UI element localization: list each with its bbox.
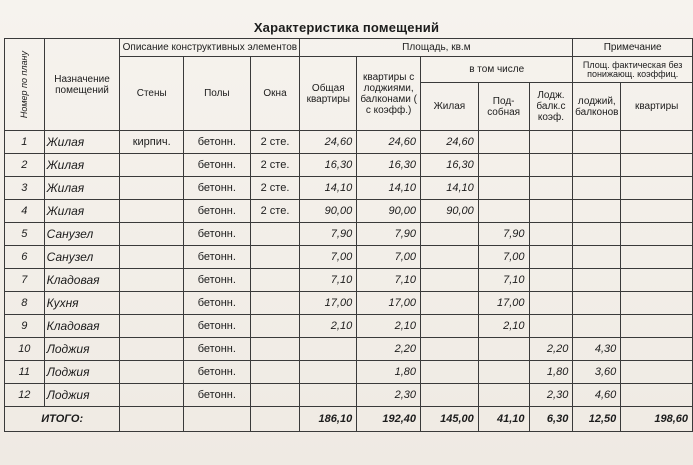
fact-loggia-cell [573, 315, 621, 338]
totals-fact-loggia: 12,50 [573, 407, 621, 432]
living-cell: 24,60 [421, 131, 479, 154]
table-row [5, 338, 693, 361]
walls-cell [120, 154, 184, 177]
fact-loggia-cell: 4,30 [573, 338, 621, 361]
walls-cell [120, 223, 184, 246]
table-row [5, 131, 693, 154]
aux-cell [478, 131, 529, 154]
windows-cell: 2 сте. [250, 154, 300, 177]
total-area-cell: 7,90 [300, 223, 357, 246]
living-cell: 16,30 [421, 154, 479, 177]
living-cell [421, 315, 479, 338]
with-loggias-cell: 24,60 [357, 131, 421, 154]
walls-cell [120, 177, 184, 200]
room-name: Лоджия [44, 361, 120, 384]
total-area-cell [300, 338, 357, 361]
fact-apt-cell [621, 177, 693, 200]
room-name: Жилая [44, 200, 120, 223]
with-loggias-cell: 1,80 [357, 361, 421, 384]
aux-cell: 7,10 [478, 269, 529, 292]
with-loggias-cell: 2,20 [357, 338, 421, 361]
walls-cell [120, 246, 184, 269]
total-area-cell: 17,00 [300, 292, 357, 315]
fact-apt-cell [621, 131, 693, 154]
room-number: 4 [5, 200, 45, 223]
fact-apt-cell [621, 269, 693, 292]
header-no-label: Номер по плану [18, 50, 29, 119]
windows-cell [250, 246, 300, 269]
aux-cell [478, 177, 529, 200]
walls-cell [120, 338, 184, 361]
totals-fact-apt: 198,60 [621, 407, 693, 432]
floors-cell: бетонн. [184, 384, 251, 407]
with-loggias-cell: 7,90 [357, 223, 421, 246]
totals-row [5, 407, 693, 432]
fact-loggia-cell [573, 246, 621, 269]
header-no [5, 39, 45, 131]
total-area-cell [300, 384, 357, 407]
room-name: Лоджия [44, 384, 120, 407]
fact-apt-cell [621, 361, 693, 384]
loggia-cell: 2,20 [529, 338, 573, 361]
fact-loggia-cell [573, 223, 621, 246]
room-number: 1 [5, 131, 45, 154]
aux-cell: 7,00 [478, 246, 529, 269]
fact-apt-cell [621, 223, 693, 246]
loggia-cell [529, 200, 573, 223]
walls-cell [120, 269, 184, 292]
aux-cell: 2,10 [478, 315, 529, 338]
floors-cell: бетонн. [184, 292, 251, 315]
header-loggia-coef: Лодж. балк.с коэф. [529, 83, 573, 131]
total-area-cell: 7,00 [300, 246, 357, 269]
walls-cell [120, 315, 184, 338]
floors-cell: бетонн. [184, 131, 251, 154]
room-name: Кладовая [44, 269, 120, 292]
windows-cell [250, 223, 300, 246]
fact-loggia-cell [573, 131, 621, 154]
loggia-cell [529, 246, 573, 269]
room-name: Санузел [44, 223, 120, 246]
loggia-cell: 2,30 [529, 384, 573, 407]
loggia-cell [529, 154, 573, 177]
walls-cell [120, 384, 184, 407]
living-cell [421, 246, 479, 269]
windows-cell [250, 315, 300, 338]
room-name: Санузел [44, 246, 120, 269]
room-name: Жилая [44, 131, 120, 154]
fact-loggia-cell [573, 177, 621, 200]
with-loggias-cell: 14,10 [357, 177, 421, 200]
floors-cell: бетонн. [184, 246, 251, 269]
fact-apt-cell [621, 292, 693, 315]
fact-loggia-cell [573, 269, 621, 292]
totals-cell [184, 407, 251, 432]
aux-cell [478, 338, 529, 361]
fact-apt-cell [621, 384, 693, 407]
windows-cell: 2 сте. [250, 200, 300, 223]
fact-apt-cell [621, 338, 693, 361]
windows-cell: 2 сте. [250, 131, 300, 154]
total-area-cell: 2,10 [300, 315, 357, 338]
with-loggias-cell: 2,30 [357, 384, 421, 407]
walls-cell [120, 361, 184, 384]
living-cell [421, 292, 479, 315]
rooms-table [4, 38, 693, 432]
room-number: 9 [5, 315, 45, 338]
floors-cell: бетонн. [184, 154, 251, 177]
header-with-loggias: квартиры с лоджиями, балконами ( с коэфф.) [357, 57, 421, 131]
fact-apt-cell [621, 246, 693, 269]
with-loggias-cell: 2,10 [357, 315, 421, 338]
fact-loggia-cell: 3,60 [573, 361, 621, 384]
total-area-cell: 24,60 [300, 131, 357, 154]
walls-cell [120, 292, 184, 315]
windows-cell [250, 361, 300, 384]
living-cell [421, 361, 479, 384]
room-number: 12 [5, 384, 45, 407]
aux-cell [478, 361, 529, 384]
header-note-group: Примечание [573, 39, 693, 57]
living-cell: 90,00 [421, 200, 479, 223]
room-name: Жилая [44, 177, 120, 200]
room-number: 6 [5, 246, 45, 269]
aux-cell [478, 200, 529, 223]
living-cell [421, 269, 479, 292]
loggia-cell [529, 131, 573, 154]
fact-loggia-cell [573, 292, 621, 315]
loggia-cell [529, 292, 573, 315]
table-row [5, 315, 693, 338]
header-auxiliary: Под-собная [478, 83, 529, 131]
with-loggias-cell: 90,00 [357, 200, 421, 223]
loggia-cell [529, 315, 573, 338]
header-loggias-balconies: лоджий, балконов [573, 83, 621, 131]
header-purpose: Назначение помещений [44, 39, 120, 131]
table-row [5, 361, 693, 384]
document-title: Характеристика помещений [253, 20, 440, 35]
totals-loggia: 6,30 [529, 407, 573, 432]
totals-cell [120, 407, 184, 432]
fact-apt-cell [621, 315, 693, 338]
floors-cell: бетонн. [184, 338, 251, 361]
totals-cell [250, 407, 300, 432]
table-row [5, 200, 693, 223]
fact-apt-cell [621, 200, 693, 223]
living-cell [421, 223, 479, 246]
totals-living: 145,00 [421, 407, 479, 432]
floors-cell: бетонн. [184, 200, 251, 223]
windows-cell [250, 338, 300, 361]
loggia-cell: 1,80 [529, 361, 573, 384]
table-row [5, 246, 693, 269]
with-loggias-cell: 7,00 [357, 246, 421, 269]
fact-apt-cell [621, 154, 693, 177]
room-number: 8 [5, 292, 45, 315]
living-cell [421, 338, 479, 361]
floors-cell: бетонн. [184, 315, 251, 338]
table-row [5, 269, 693, 292]
header-total-area: Общая квартиры [300, 57, 357, 131]
table-row [5, 384, 693, 407]
with-loggias-cell: 7,10 [357, 269, 421, 292]
header-note-sub: Площ. фактическая без понижающ. коэффиц. [573, 57, 693, 83]
table-row [5, 154, 693, 177]
totals-label: ИТОГО: [5, 407, 120, 432]
room-name: Жилая [44, 154, 120, 177]
total-area-cell: 7,10 [300, 269, 357, 292]
room-number: 5 [5, 223, 45, 246]
table-row [5, 292, 693, 315]
fact-loggia-cell [573, 154, 621, 177]
room-number: 2 [5, 154, 45, 177]
walls-cell [120, 200, 184, 223]
table-row [5, 223, 693, 246]
aux-cell [478, 154, 529, 177]
header-floors: Полы [184, 57, 251, 131]
aux-cell [478, 384, 529, 407]
header-apartments: квартиры [621, 83, 693, 131]
header-area-group: Площадь, кв.м [300, 39, 573, 57]
room-name: Кладовая [44, 315, 120, 338]
fact-loggia-cell: 4,60 [573, 384, 621, 407]
loggia-cell [529, 223, 573, 246]
fact-loggia-cell [573, 200, 621, 223]
aux-cell: 17,00 [478, 292, 529, 315]
living-cell: 14,10 [421, 177, 479, 200]
room-name: Лоджия [44, 338, 120, 361]
floors-cell: бетонн. [184, 361, 251, 384]
header-walls: Стены [120, 57, 184, 131]
windows-cell [250, 384, 300, 407]
aux-cell: 7,90 [478, 223, 529, 246]
header-incl: в том числе [421, 57, 573, 83]
floors-cell: бетонн. [184, 269, 251, 292]
floors-cell: бетонн. [184, 223, 251, 246]
walls-cell: кирпич. [120, 131, 184, 154]
floors-cell: бетонн. [184, 177, 251, 200]
room-number: 3 [5, 177, 45, 200]
totals-total-area: 186,10 [300, 407, 357, 432]
with-loggias-cell: 17,00 [357, 292, 421, 315]
total-area-cell [300, 361, 357, 384]
header-windows: Окна [250, 57, 300, 131]
totals-aux: 41,10 [478, 407, 529, 432]
table-row [5, 177, 693, 200]
total-area-cell: 14,10 [300, 177, 357, 200]
with-loggias-cell: 16,30 [357, 154, 421, 177]
room-number: 11 [5, 361, 45, 384]
windows-cell: 2 сте. [250, 177, 300, 200]
header-constr-group: Описание конструктивных элементов [120, 39, 300, 57]
windows-cell [250, 269, 300, 292]
room-name: Кухня [44, 292, 120, 315]
room-number: 7 [5, 269, 45, 292]
living-cell [421, 384, 479, 407]
windows-cell [250, 292, 300, 315]
loggia-cell [529, 177, 573, 200]
room-number: 10 [5, 338, 45, 361]
total-area-cell: 90,00 [300, 200, 357, 223]
header-living: Жилая [421, 83, 479, 131]
loggia-cell [529, 269, 573, 292]
total-area-cell: 16,30 [300, 154, 357, 177]
totals-with-loggias: 192,40 [357, 407, 421, 432]
